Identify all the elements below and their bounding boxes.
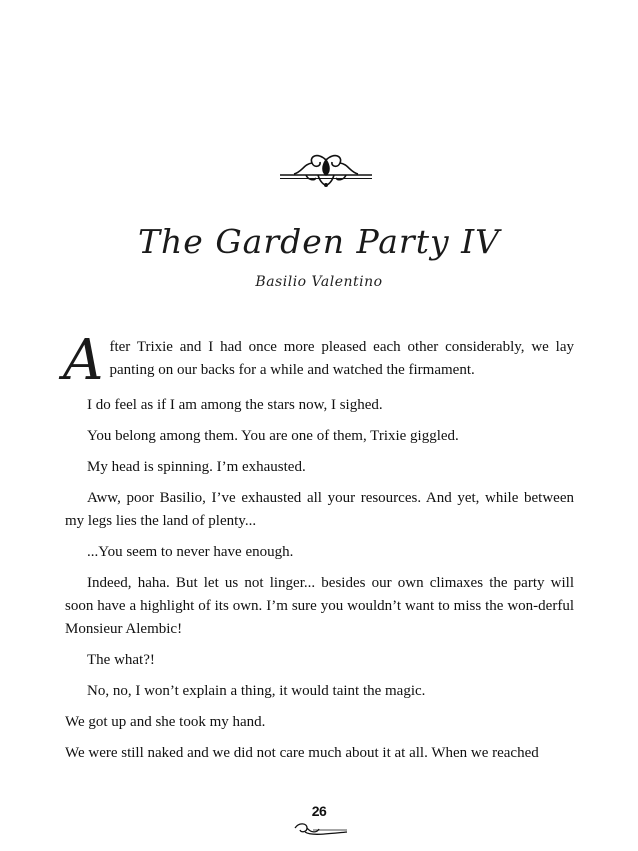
paragraph: You belong among them. You are one of them, Trixie giggled. bbox=[87, 428, 459, 444]
paragraph: My head is spinning. I’m exhausted. bbox=[87, 459, 306, 475]
scroll-flourish-icon bbox=[276, 150, 376, 188]
paragraph: Aww, poor Basilio, I’ve exhausted all your resources. And yet, while between my legs lies the land of plenty... bbox=[65, 490, 574, 529]
drop-cap: A bbox=[63, 328, 104, 393]
paragraph: We were still naked and we did not care much about it at all. When we reached bbox=[65, 745, 539, 761]
paragraph: I do feel as if I am among the stars now, I sighed. bbox=[87, 397, 383, 413]
paragraph: ...You seem to never have enough. bbox=[87, 544, 294, 560]
first-paragraph-text: fter Trixie and I had once more pleased each other considerably, we lay panting on our backs for a while and watched the firmament. bbox=[109, 339, 574, 378]
paragraph: No, no, I won’t explain a thing, it would taint the magic. bbox=[87, 683, 426, 699]
chapter-title: The Garden Party IV bbox=[138, 222, 500, 261]
paragraph: We got up and she took my hand. bbox=[65, 714, 266, 730]
author-name: Basilio Valentino bbox=[255, 274, 383, 290]
small-flourish-icon bbox=[291, 820, 349, 838]
first-paragraph bbox=[63, 328, 574, 393]
paragraph: Indeed, haha. But let us not linger... besides our own climaxes the party will soon have a highlight of its own. I’m sure you wouldn’t want to miss the won-derful Monsieur Alembic! bbox=[65, 575, 574, 637]
body-text bbox=[63, 328, 574, 773]
page-number: 26 bbox=[311, 803, 327, 819]
paragraph: The what?! bbox=[87, 652, 155, 668]
